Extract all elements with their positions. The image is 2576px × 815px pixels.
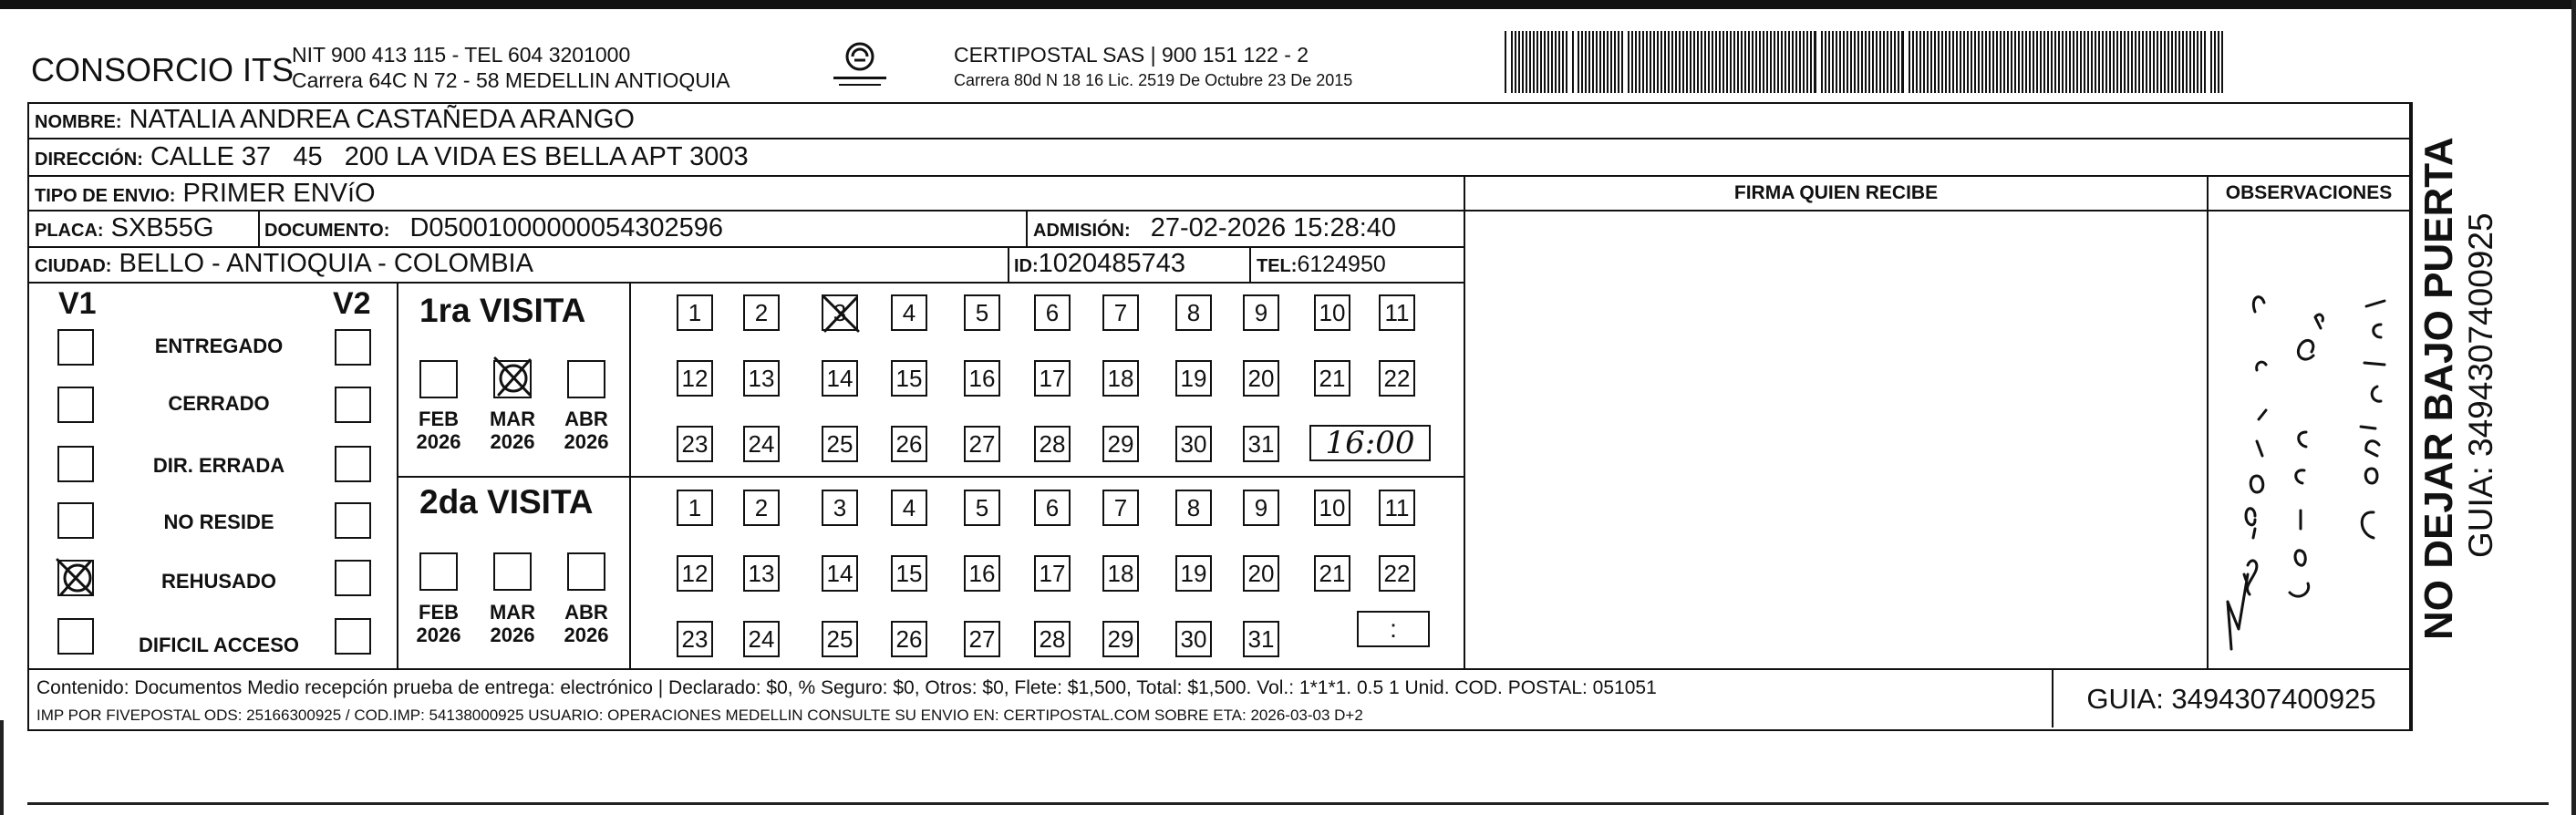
- rule: [27, 246, 1464, 248]
- direccion-row: [35, 142, 749, 172]
- visit2-day-3[interactable]: 3: [822, 490, 858, 526]
- visit2-day-26[interactable]: 26: [891, 621, 927, 657]
- cert-address: Carrera 80d N 18 16 Lic. 2519 De Octubre 23 De 2015: [954, 71, 1353, 89]
- visit1-month-mar-checkbox[interactable]: [493, 360, 532, 398]
- rule: [1249, 246, 1251, 282]
- v1-checkbox-dir-errada[interactable]: [57, 446, 94, 482]
- rule: [397, 476, 1464, 478]
- visit2-day-31[interactable]: 31: [1243, 621, 1279, 657]
- status-cerrado: CERRADO: [168, 392, 270, 415]
- ciudad-row: [35, 249, 533, 279]
- placa-label: PLACA:: [35, 221, 104, 241]
- v2-checkbox-rehusado[interactable]: [335, 560, 371, 596]
- tipo-label: TIPO DE ENVIO:: [35, 186, 176, 206]
- v1-label: V1: [58, 286, 97, 321]
- visit1-day-2[interactable]: 2: [743, 294, 780, 331]
- visit2-day-14[interactable]: 14: [822, 555, 858, 592]
- visit2-month-mar-label: [484, 601, 541, 646]
- tipo-envio-row: [35, 179, 376, 209]
- status-no-reside: NO RESIDE: [163, 511, 274, 533]
- visit2-day-8[interactable]: 8: [1175, 490, 1212, 526]
- v1-checkbox-dificil-acceso[interactable]: [57, 618, 94, 655]
- visit1-day-12[interactable]: 12: [677, 360, 713, 397]
- month-year: 2026: [416, 624, 461, 646]
- scan-edge-bottom: [27, 802, 2549, 805]
- visit2-day-1[interactable]: 1: [677, 490, 713, 526]
- status-rehusado: REHUSADO: [161, 570, 276, 593]
- documento-row: [264, 213, 723, 243]
- month-name: MAR: [489, 601, 536, 624]
- side-guia: GUIA: 3494307400925: [2462, 212, 2499, 558]
- visit2-month-abr-checkbox[interactable]: [567, 552, 605, 591]
- visit1-day-29[interactable]: 29: [1102, 426, 1139, 462]
- rule: [27, 175, 2411, 177]
- visit1-day-23[interactable]: 23: [677, 426, 713, 462]
- visit1-month-feb-checkbox[interactable]: [419, 360, 458, 398]
- v1-checkbox-rehusado[interactable]: [57, 560, 94, 596]
- month-name: MAR: [489, 408, 536, 430]
- nombre-value: NATALIA ANDREA CASTAÑEDA ARANGO: [129, 105, 635, 134]
- visit2-day-22[interactable]: 22: [1379, 555, 1415, 592]
- v1-checkbox-entregado[interactable]: [57, 329, 94, 366]
- visit2-time: :: [1390, 614, 1397, 643]
- rule: [2409, 175, 2411, 210]
- rule: [1008, 246, 1009, 282]
- rule: [1026, 210, 1028, 246]
- visit2-day-21[interactable]: 21: [1314, 555, 1350, 592]
- visit2-day-2[interactable]: 2: [743, 490, 780, 526]
- tipo-value: PRIMER ENVíO: [182, 179, 376, 208]
- scan-edge-top: [0, 0, 2576, 9]
- month-year: 2026: [490, 624, 535, 646]
- placa-row: [35, 213, 213, 243]
- visit2-day-12[interactable]: 12: [677, 555, 713, 592]
- v2-checkbox-no-reside[interactable]: [335, 502, 371, 539]
- visit1-day-24[interactable]: 24: [743, 426, 780, 462]
- visit1-day-27[interactable]: 27: [964, 426, 1000, 462]
- rule: [629, 282, 631, 668]
- check-mark-icon: [56, 558, 92, 594]
- id-value: 1020485743: [1038, 249, 1185, 278]
- rule: [397, 282, 398, 668]
- visit2-day-5[interactable]: 5: [964, 490, 1000, 526]
- visit2-day-24[interactable]: 24: [743, 621, 780, 657]
- visit1-month-abr-label: [558, 408, 615, 453]
- visit2-day-13[interactable]: 13: [743, 555, 780, 592]
- v2-label: V2: [333, 286, 371, 321]
- rule: [258, 210, 260, 246]
- visit1-day-19[interactable]: 19: [1175, 360, 1212, 397]
- observaciones-header: OBSERVACIONES: [2225, 182, 2393, 203]
- certipostal-info: [954, 42, 1352, 93]
- status-dificil-acceso: DIFICIL ACCESO: [138, 634, 299, 656]
- firma-header: FIRMA QUIEN RECIBE: [1733, 182, 1939, 203]
- tel-row: [1257, 252, 1386, 278]
- visit2-day-20[interactable]: 20: [1243, 555, 1279, 592]
- visit2-day-30[interactable]: 30: [1175, 621, 1212, 657]
- visit1-day-1[interactable]: 1: [677, 294, 713, 331]
- visit1-day-28[interactable]: 28: [1034, 426, 1071, 462]
- visit2-month-feb-label: [410, 601, 467, 646]
- visit2-title: 2da VISITA: [419, 483, 594, 521]
- certipostal-logo: [828, 36, 892, 96]
- visit2-day-25[interactable]: 25: [822, 621, 858, 657]
- visit2-day-19[interactable]: 19: [1175, 555, 1212, 592]
- visit1-day-4[interactable]: 4: [891, 294, 927, 331]
- tel-label: TEL:: [1257, 256, 1298, 276]
- footer-impresion: IMP POR FIVEPOSTAL ODS: 25166300925 / COD.IMP: 54138000925 USUARIO: OPERACIONES MEDELLIN CONSULTE SU ENVIO EN: CERTIPOSTAL.COM SOBRE ETA: 2026-03-03 D+2: [36, 707, 1363, 724]
- visit2-day-7[interactable]: 7: [1102, 490, 1139, 526]
- documento-value: D05001000000054302596: [409, 213, 723, 242]
- company-nit: [292, 42, 730, 93]
- visit1-day-7[interactable]: 7: [1102, 294, 1139, 331]
- nombre-row: [35, 105, 635, 135]
- visit1-day-31[interactable]: 31: [1243, 426, 1279, 462]
- status-dir-errada: DIR. ERRADA: [152, 454, 285, 477]
- month-name: FEB: [419, 408, 459, 430]
- visit1-day-8[interactable]: 8: [1175, 294, 1212, 331]
- visit1-day-26[interactable]: 26: [891, 426, 927, 462]
- visit1-day-17[interactable]: 17: [1034, 360, 1071, 397]
- admision-value: 27-02-2026 15:28:40: [1150, 213, 1397, 242]
- rule: [1464, 175, 1465, 668]
- visit1-day-10[interactable]: 10: [1314, 294, 1350, 331]
- visit1-time: 16:00: [1325, 425, 1415, 461]
- visit1-month-feb-label: [410, 408, 467, 453]
- visit1-day-16[interactable]: 16: [964, 360, 1000, 397]
- visit2-day-28[interactable]: 28: [1034, 621, 1071, 657]
- admision-label: ADMISIÓN:: [1033, 221, 1131, 241]
- direccion-label: DIRECCIÓN:: [35, 150, 143, 170]
- status-entregado: ENTREGADO: [154, 335, 284, 357]
- month-year: 2026: [416, 430, 461, 453]
- company-name: CONSORCIO ITS: [31, 51, 295, 88]
- rule: [2207, 175, 2209, 668]
- month-year: 2026: [564, 430, 609, 453]
- visit1-day-9[interactable]: 9: [1243, 294, 1279, 331]
- visit1-day-25[interactable]: 25: [822, 426, 858, 462]
- nit-line: NIT 900 413 115 - TEL 604 3201000: [292, 43, 631, 67]
- ciudad-value: BELLO - ANTIOQUIA - COLOMBIA: [119, 249, 533, 278]
- rule: [27, 138, 2411, 139]
- visit2-day-9[interactable]: 9: [1243, 490, 1279, 526]
- id-row: [1014, 249, 1185, 279]
- ciudad-label: CIUDAD:: [35, 256, 112, 276]
- v1-checkbox-cerrado[interactable]: [57, 387, 94, 423]
- visit1-day-21[interactable]: 21: [1314, 360, 1350, 397]
- visit2-day-29[interactable]: 29: [1102, 621, 1139, 657]
- visit1-time-box[interactable]: [1309, 425, 1431, 461]
- v1-checkbox-no-reside[interactable]: [57, 502, 94, 539]
- visit2-month-abr-label: [558, 601, 615, 646]
- v2-checkbox-dificil-acceso[interactable]: [335, 618, 371, 655]
- visit1-day-15[interactable]: 15: [891, 360, 927, 397]
- visit2-time-box[interactable]: [1357, 611, 1430, 647]
- v2-checkbox-entregado[interactable]: [335, 329, 371, 366]
- id-label: ID:: [1014, 256, 1039, 276]
- rule: [2207, 210, 2411, 211]
- visit1-day-6[interactable]: 6: [1034, 294, 1071, 331]
- visit1-day-14[interactable]: 14: [822, 360, 858, 397]
- month-name: ABR: [564, 601, 608, 624]
- documento-label: DOCUMENTO:: [264, 221, 390, 241]
- visit2-day-11[interactable]: 11: [1379, 490, 1415, 526]
- direccion-value: CALLE 37 45 200 LA VIDA ES BELLA APT 3003: [150, 142, 749, 171]
- visit1-day-13[interactable]: 13: [743, 360, 780, 397]
- rule: [27, 210, 2411, 211]
- visit2-day-18[interactable]: 18: [1102, 555, 1139, 592]
- visit1-day-30[interactable]: 30: [1175, 426, 1212, 462]
- scan-edge-right: [2571, 0, 2576, 815]
- visit2-day-6[interactable]: 6: [1034, 490, 1071, 526]
- visit2-day-15[interactable]: 15: [891, 555, 927, 592]
- visit1-month-abr-checkbox[interactable]: [567, 360, 605, 398]
- month-year: 2026: [564, 624, 609, 646]
- visit1-day-3[interactable]: 3: [822, 294, 858, 331]
- visit2-day-27[interactable]: 27: [964, 621, 1000, 657]
- no-dejar-bajo-puerta: NO DEJAR BAJO PUERTA: [2416, 137, 2461, 640]
- admision-row: [1033, 213, 1396, 243]
- visit1-month-mar-label: [484, 408, 541, 453]
- visit1-day-5[interactable]: 5: [964, 294, 1000, 331]
- visit2-day-16[interactable]: 16: [964, 555, 1000, 592]
- barcode: [1505, 31, 2229, 93]
- observaciones-handwriting: [2211, 228, 2407, 656]
- month-year: 2026: [490, 430, 535, 453]
- nombre-label: NOMBRE:: [35, 112, 122, 132]
- visit1-day-18[interactable]: 18: [1102, 360, 1139, 397]
- visit1-title: 1ra VISITA: [419, 292, 586, 329]
- cert-line: CERTIPOSTAL SAS | 900 151 122 - 2: [954, 43, 1309, 67]
- check-mark-icon: [493, 353, 532, 391]
- month-name: FEB: [419, 601, 459, 624]
- v2-checkbox-dir-errada[interactable]: [335, 446, 371, 482]
- visit2-month-mar-checkbox[interactable]: [493, 552, 532, 591]
- rule: [27, 282, 1464, 284]
- check-mark-icon: [820, 293, 860, 333]
- visit2-day-17[interactable]: 17: [1034, 555, 1071, 592]
- visit2-day-23[interactable]: 23: [677, 621, 713, 657]
- address-line: Carrera 64C N 72 - 58 MEDELLIN ANTIOQUIA: [292, 68, 730, 92]
- visit1-day-22[interactable]: 22: [1379, 360, 1415, 397]
- month-name: ABR: [564, 408, 608, 430]
- footer-contenido: Contenido: Documentos Medio recepción prueba de entrega: electrónico | Declarado: $0, % Seguro: $0, Otros: $0, Flete: $1,500, Total: $1,500. Vol.: 1*1*1. 0.5 1 Unid. COD. POSTAL: 051051: [36, 677, 1657, 698]
- visit2-month-feb-checkbox[interactable]: [419, 552, 458, 591]
- visit1-day-11[interactable]: 11: [1379, 294, 1415, 331]
- footer-guia: GUIA: 3494307400925: [2086, 682, 2376, 715]
- visit1-day-20[interactable]: 20: [1243, 360, 1279, 397]
- placa-value: SXB55G: [110, 213, 214, 242]
- visit2-day-10[interactable]: 10: [1314, 490, 1350, 526]
- visit2-day-4[interactable]: 4: [891, 490, 927, 526]
- tel-value: 6124950: [1297, 252, 1386, 277]
- v2-checkbox-cerrado[interactable]: [335, 387, 371, 423]
- scan-edge-left: [0, 720, 4, 815]
